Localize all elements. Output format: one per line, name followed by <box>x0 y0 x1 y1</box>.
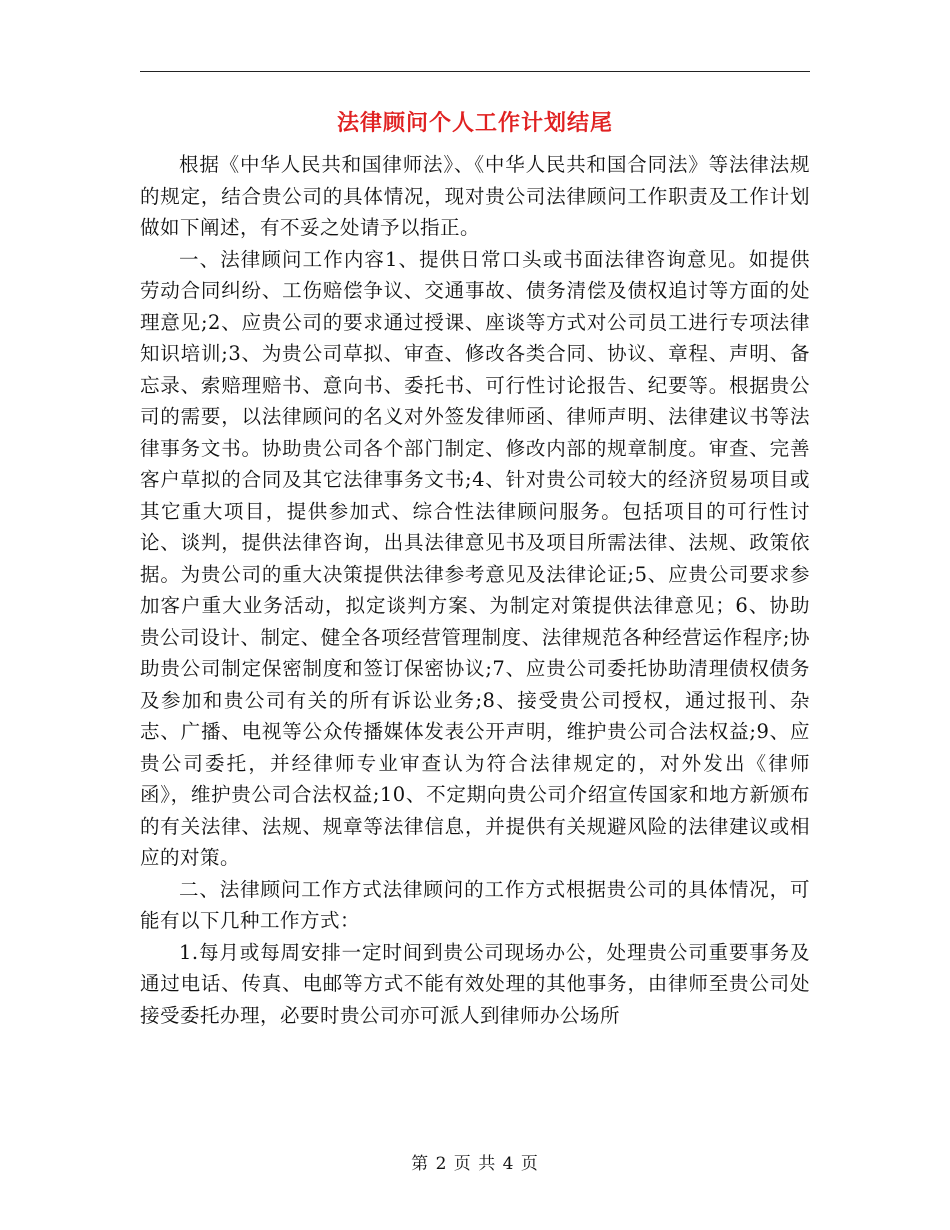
section-two-paragraph: 二、法律顾问工作方式法律顾问的工作方式根据贵公司的具体情况，可能有以下几种工作方式： <box>140 877 810 932</box>
document-body <box>140 149 810 1031</box>
page-number: 第 2 页 共 4 页 <box>411 1154 539 1174</box>
document-title: 法律顾问个人工作计划结尾 <box>336 110 613 136</box>
item-one-paragraph: 1.每月或每周安排一定时间到贵公司现场办公，处理贵公司重要事务及通过电话、传真、电邮等方式不能有效处理的其他事务，由律师至贵公司处接受委托办理，必要时贵公司亦可派人到律师办公场所 <box>140 940 810 1027</box>
intro-paragraph: 根据《中华人民共和国律师法》、《中华人民共和国合同法》等法律法规的规定，结合贵公司的具体情况，现对贵公司法律顾问工作职责及工作计划做如下阐述，有不妥之处请予以指正。 <box>140 153 810 239</box>
header-rule <box>140 71 810 72</box>
section-one-paragraph: 一、法律顾问工作内容1、提供日常口头或书面法律咨询意见。如提供劳动合同纠纷、工伤赔偿争议、交通事故、债务清偿及债权追讨等方面的处理意见;2、应贵公司的要求通过授课、座谈等方式对公司员工进行专项法律知识培训;3、为贵公司草拟、审查、修改各类合同、协议、章程、声明、备忘录、索赔理赔书、意向书、委托书、可行性讨论报告、纪要等。根据贵公司的需要，以法律顾问的名义对外签发律师函、律师声明、法律建议书等法律事务文书。协助贵公司各个部门制定、修改内部的规章制度。审查、完善客户草拟的合同及其它法律事务文书;4、针对贵公司较大的经济贸易项目或其它重大项目，提供参加式、综合性法律顾问服务。包括项目的可行性讨论、谈判，提供法律咨询，出具法律意见书及项目所需法律、法规、政策依据。为贵公司的重大决策提供法律参考意见及法律论证;5、应贵公司要求参加客户重大业务活动，拟定谈判方案、为制定对策提供法律意见；6、协助贵公司设计、制定、健全各项经营管理制度、法律规范各种经营运作程序;协助贵公司制定保密制度和签订保密协议;7、应贵公司委托协助清理债权债务及参加和贵公司有关的所有诉讼业务;8、接受贵公司授权，通过报刊、杂志、广播、电视等公众传播媒体发表公开声明，维护贵公司合法权益;9、应贵公司委托，并经律师专业审查认为符合法律规定的，对外发出《律师函》，维护贵公司合法权益;10、不定期向贵公司介绍宣传国家和地方新颁布的有关法律、法规、规章等法律信息，并提供有关规避风险的法律建议或相应的对策。 <box>140 247 810 869</box>
